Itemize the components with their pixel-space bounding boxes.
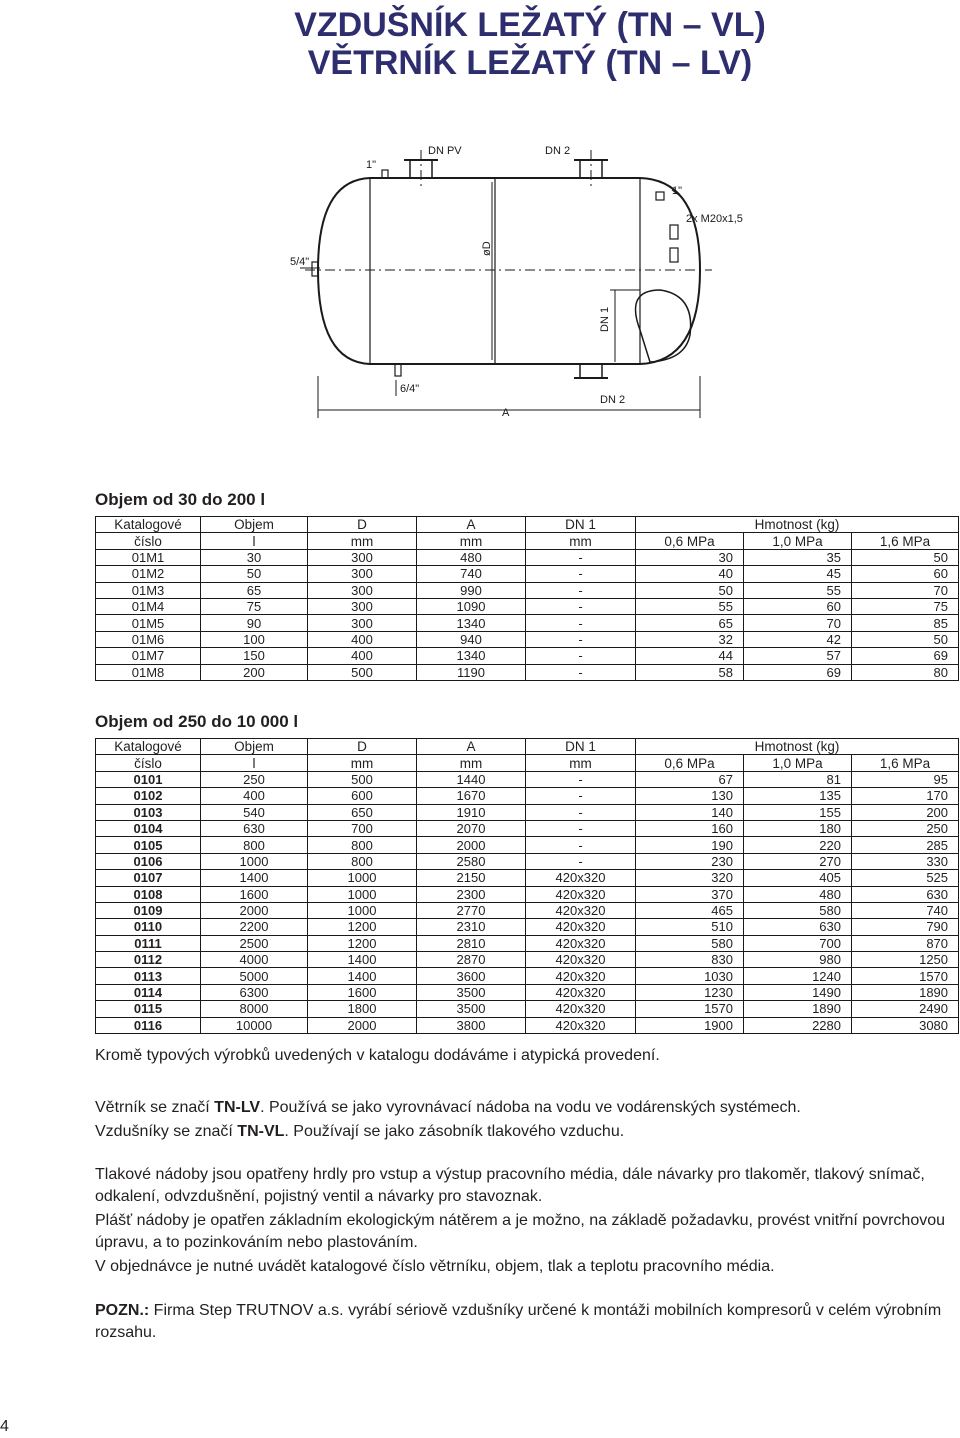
table-cell: 0112 xyxy=(96,952,201,968)
paragraph-order: V objednávce je nutné uvádět katalogové číslo větrníku, objem, tlak a teplotu pracovního média. xyxy=(95,1258,775,1275)
table-cell: 500 xyxy=(308,664,417,680)
table-row xyxy=(96,919,959,935)
table-row xyxy=(96,549,959,565)
table-cell: 3080 xyxy=(852,1017,959,1033)
vetrnik-pre: Větrník se značí xyxy=(95,1099,215,1116)
table-cell: 1490 xyxy=(744,984,852,1000)
table-cell: 2770 xyxy=(417,902,526,918)
table-row xyxy=(96,615,959,631)
column-header: DN 1 xyxy=(526,517,636,533)
column-subheader: 0,6 MPa xyxy=(636,533,744,549)
table-cell: 65 xyxy=(636,615,744,631)
table-cell: 2070 xyxy=(417,820,526,836)
table-cell: 200 xyxy=(201,664,308,680)
table-cell: 4000 xyxy=(201,952,308,968)
table-cell: 220 xyxy=(744,837,852,853)
table-cell: 8000 xyxy=(201,1001,308,1017)
table-cell: 330 xyxy=(852,853,959,869)
column-subheader: 1,0 MPa xyxy=(744,755,852,771)
table-cell: 600 xyxy=(308,788,417,804)
table-cell: 0111 xyxy=(96,935,201,951)
table-cell: 50 xyxy=(636,582,744,598)
table-cell: 170 xyxy=(852,788,959,804)
label-five-quarter: 5/4" xyxy=(290,256,310,268)
table-row xyxy=(96,837,959,853)
table-row xyxy=(96,870,959,886)
table2-heading: Objem od 250 do 10 000 l xyxy=(95,712,299,731)
table-cell: 800 xyxy=(308,853,417,869)
table-cell: 300 xyxy=(308,549,417,565)
table-cell: 2490 xyxy=(852,1001,959,1017)
table-cell: 1240 xyxy=(744,968,852,984)
table-cell: 300 xyxy=(308,582,417,598)
table-cell: 400 xyxy=(201,788,308,804)
table-cell: 1400 xyxy=(201,870,308,886)
table-cell: 2000 xyxy=(308,1017,417,1033)
table-cell: 1890 xyxy=(852,984,959,1000)
table-cell: 55 xyxy=(636,598,744,614)
table-row xyxy=(96,984,959,1000)
table-cell: - xyxy=(526,788,636,804)
table-cell: 1910 xyxy=(417,804,526,820)
table-cell: 1250 xyxy=(852,952,959,968)
table-cell: - xyxy=(526,631,636,647)
table-cell: 2150 xyxy=(417,870,526,886)
table-cell: 540 xyxy=(201,804,308,820)
table-cell: 1340 xyxy=(417,615,526,631)
table-cell: 95 xyxy=(852,771,959,787)
table-cell: 155 xyxy=(744,804,852,820)
table-cell: 400 xyxy=(308,631,417,647)
table-cell: 400 xyxy=(308,648,417,664)
table-cell: 1600 xyxy=(201,886,308,902)
table-cell: 01M4 xyxy=(96,598,201,614)
table-cell: 60 xyxy=(744,598,852,614)
table-cell: 1800 xyxy=(308,1001,417,1017)
table-cell: 150 xyxy=(201,648,308,664)
table-cell: - xyxy=(526,615,636,631)
table-cell: - xyxy=(526,598,636,614)
table-row xyxy=(96,804,959,820)
table-cell: 3500 xyxy=(417,984,526,1000)
table-cell: 1890 xyxy=(744,1001,852,1017)
column-subheader: 1,6 MPa xyxy=(852,755,959,771)
table-cell: 10000 xyxy=(201,1017,308,1033)
table-cell: 250 xyxy=(852,820,959,836)
table-cell: 135 xyxy=(744,788,852,804)
table-cell: - xyxy=(526,853,636,869)
column-subheader: l xyxy=(201,755,308,771)
table-cell: 0109 xyxy=(96,902,201,918)
table-cell: 45 xyxy=(744,566,852,582)
table-cell: 01M8 xyxy=(96,664,201,680)
table-cell: 300 xyxy=(308,615,417,631)
table-cell: 480 xyxy=(744,886,852,902)
table-cell: 465 xyxy=(636,902,744,918)
table-cell: 870 xyxy=(852,935,959,951)
table-cell: 3800 xyxy=(417,1017,526,1033)
table-subheader-row xyxy=(96,755,959,771)
table-row xyxy=(96,886,959,902)
pozn-label: POZN.: xyxy=(95,1302,150,1319)
table-cell: 2310 xyxy=(417,919,526,935)
table-cell: 285 xyxy=(852,837,959,853)
table-row xyxy=(96,820,959,836)
table-cell: 830 xyxy=(636,952,744,968)
note-atypical: Kromě typových výrobků uvedených v katalogu dodáváme i atypická provedení. xyxy=(95,1047,660,1064)
table-cell: 1000 xyxy=(308,902,417,918)
page-number: 4 xyxy=(0,1418,9,1435)
table-cell: 580 xyxy=(744,902,852,918)
table-cell: 5000 xyxy=(201,968,308,984)
table-cell: 0104 xyxy=(96,820,201,836)
table-subheader-row xyxy=(96,533,959,549)
column-subheader: mm xyxy=(526,533,636,549)
table-cell: 190 xyxy=(636,837,744,853)
table-cell: 0108 xyxy=(96,886,201,902)
table-cell: 300 xyxy=(308,566,417,582)
table-cell: 580 xyxy=(636,935,744,951)
table-cell: 420x320 xyxy=(526,886,636,902)
table-cell: 2200 xyxy=(201,919,308,935)
table-cell: 58 xyxy=(636,664,744,680)
table-cell: 75 xyxy=(852,598,959,614)
table-cell: 0116 xyxy=(96,1017,201,1033)
table-row xyxy=(96,664,959,680)
table-cell: - xyxy=(526,837,636,853)
table-cell: 90 xyxy=(201,615,308,631)
vzdusnik-line xyxy=(95,1121,960,1143)
column-subheader: l xyxy=(201,533,308,549)
column-subheader: 1,0 MPa xyxy=(744,533,852,549)
table-cell: 32 xyxy=(636,631,744,647)
vzdusnik-code: TN-VL xyxy=(237,1123,285,1140)
title-line-2: VĚTRNÍK LEŽATÝ (TN – LV) xyxy=(307,44,753,82)
column-subheader: 0,6 MPa xyxy=(636,755,744,771)
column-header: A xyxy=(417,739,526,755)
table-cell: 630 xyxy=(744,919,852,935)
table-cell: 1030 xyxy=(636,968,744,984)
table-cell: 1570 xyxy=(636,1001,744,1017)
column-subheader: mm xyxy=(417,755,526,771)
table-cell: 2300 xyxy=(417,886,526,902)
table-cell: 420x320 xyxy=(526,968,636,984)
column-subheader: mm xyxy=(308,755,417,771)
vzdusnik-post: . Používají se jako zásobník tlakového vzduchu. xyxy=(284,1123,625,1140)
table-cell: - xyxy=(526,804,636,820)
vetrnik-line xyxy=(95,1097,960,1119)
column-subheader: mm xyxy=(526,755,636,771)
vetrnik-code: TN-LV xyxy=(214,1099,261,1116)
table-cell: - xyxy=(526,820,636,836)
table-cell: 01M2 xyxy=(96,566,201,582)
table-header-row xyxy=(96,517,959,533)
table-cell: 420x320 xyxy=(526,984,636,1000)
table-cell: 1230 xyxy=(636,984,744,1000)
table-cell: 30 xyxy=(636,549,744,565)
column-subheader: číslo xyxy=(96,533,201,549)
column-header: Objem xyxy=(201,739,308,755)
label-dn1: DN 1 xyxy=(599,306,611,332)
table-cell: 2000 xyxy=(201,902,308,918)
paragraph-coating: Plášť nádoby je opatřen základním ekologickým nátěrem a je možno, na základě požadavku, provést vnitřní povrchovou úpravu, a to pozinkováním nebo plastováním. xyxy=(95,1212,946,1251)
table-header-row xyxy=(96,739,959,755)
table-cell: 370 xyxy=(636,886,744,902)
table-cell: 300 xyxy=(308,598,417,614)
table-cell: 0106 xyxy=(96,853,201,869)
table-cell: 1340 xyxy=(417,648,526,664)
table-cell: 130 xyxy=(636,788,744,804)
table-cell: 0105 xyxy=(96,837,201,853)
table-cell: 30 xyxy=(201,549,308,565)
table-cell: 2810 xyxy=(417,935,526,951)
label-dn2-bottom: DN 2 xyxy=(600,394,626,406)
table-cell: 140 xyxy=(636,804,744,820)
table-cell: 230 xyxy=(636,853,744,869)
table-cell: 420x320 xyxy=(526,1017,636,1033)
table-cell: 2280 xyxy=(744,1017,852,1033)
table-cell: 270 xyxy=(744,853,852,869)
column-subheader: mm xyxy=(417,533,526,549)
table-cell: 740 xyxy=(417,566,526,582)
note-pozn xyxy=(95,1300,960,1344)
column-subheader: mm xyxy=(308,533,417,549)
table-cell: 1570 xyxy=(852,968,959,984)
label-dn-pv: DN PV xyxy=(428,145,462,157)
table-cell: 980 xyxy=(744,952,852,968)
table-cell: 630 xyxy=(201,820,308,836)
table-row xyxy=(96,566,959,582)
table-cell: 01M7 xyxy=(96,648,201,664)
table-cell: - xyxy=(526,771,636,787)
table-cell: 3500 xyxy=(417,1001,526,1017)
table-row xyxy=(96,648,959,664)
table-cell: 2000 xyxy=(417,837,526,853)
vzdusnik-pre: Vzdušníky se značí xyxy=(95,1123,238,1140)
table-cell: 0115 xyxy=(96,1001,201,1017)
table-cell: 2500 xyxy=(201,935,308,951)
table-cell: 0101 xyxy=(96,771,201,787)
table-cell: 40 xyxy=(636,566,744,582)
label-diameter: øD xyxy=(481,241,493,256)
table-cell: 1600 xyxy=(308,984,417,1000)
table-cell: 420x320 xyxy=(526,1001,636,1017)
table-cell: 0107 xyxy=(96,870,201,886)
table-cell: 630 xyxy=(852,886,959,902)
table-cell: 1090 xyxy=(417,598,526,614)
table-cell: 81 xyxy=(744,771,852,787)
table-cell: 60 xyxy=(852,566,959,582)
table-cell: 1000 xyxy=(308,870,417,886)
table-cell: 525 xyxy=(852,870,959,886)
table-cell: 50 xyxy=(201,566,308,582)
label-a: A xyxy=(502,407,510,419)
table-cell: 200 xyxy=(852,804,959,820)
table-cell: 0113 xyxy=(96,968,201,984)
table-cell: 800 xyxy=(308,837,417,853)
table-cell: 01M5 xyxy=(96,615,201,631)
table-cell: 70 xyxy=(852,582,959,598)
table-row xyxy=(96,1001,959,1017)
table-cell: 85 xyxy=(852,615,959,631)
table-cell: 69 xyxy=(852,648,959,664)
paragraph-nozzles: Tlakové nádoby jsou opatřeny hrdly pro vstup a výstup pracovního média, dále návarky pro tlakoměr, tlakový snímač, odkalení, odvzdušnění, pojistný ventil a návarky pro stavoznak. xyxy=(95,1166,925,1205)
table-cell: 510 xyxy=(636,919,744,935)
table-cell: 1000 xyxy=(308,886,417,902)
table-cell: 480 xyxy=(417,549,526,565)
table-cell: 500 xyxy=(308,771,417,787)
table-cell: 180 xyxy=(744,820,852,836)
table-cell: - xyxy=(526,664,636,680)
table-cell: 2580 xyxy=(417,853,526,869)
table-cell: 1400 xyxy=(308,952,417,968)
table-cell: 1900 xyxy=(636,1017,744,1033)
table-cell: 320 xyxy=(636,870,744,886)
table-cell: 940 xyxy=(417,631,526,647)
table-row xyxy=(96,631,959,647)
table-cell: 80 xyxy=(852,664,959,680)
column-header: Hmotnost (kg) xyxy=(636,517,959,533)
table-cell: 790 xyxy=(852,919,959,935)
table-cell: 65 xyxy=(201,582,308,598)
table-row xyxy=(96,968,959,984)
label-one-inch-right: 1" xyxy=(672,185,683,197)
table-row xyxy=(96,598,959,614)
table-cell: 0103 xyxy=(96,804,201,820)
table-cell: 01M1 xyxy=(96,549,201,565)
table-cell: 35 xyxy=(744,549,852,565)
table-cell: 160 xyxy=(636,820,744,836)
column-header: Katalogové xyxy=(96,739,201,755)
column-header: D xyxy=(308,517,417,533)
table-cell: 42 xyxy=(744,631,852,647)
table-cell: 800 xyxy=(201,837,308,853)
table-cell: 50 xyxy=(852,631,959,647)
table-cell: 1440 xyxy=(417,771,526,787)
table-cell: - xyxy=(526,582,636,598)
column-header: Katalogové xyxy=(96,517,201,533)
table-row xyxy=(96,935,959,951)
column-subheader: číslo xyxy=(96,755,201,771)
table-cell: 01M3 xyxy=(96,582,201,598)
column-header: A xyxy=(417,517,526,533)
table-cell: 420x320 xyxy=(526,902,636,918)
table-cell: 1200 xyxy=(308,935,417,951)
table-cell: 250 xyxy=(201,771,308,787)
table-cell: 420x320 xyxy=(526,919,636,935)
table-cell: 0110 xyxy=(96,919,201,935)
label-m20: 2x M20x1,5 xyxy=(686,213,743,225)
pozn-text: Firma Step TRUTNOV a.s. vyrábí sériově vzdušníky určené k montáži mobilních kompresorů v celém výrobním rozsahu. xyxy=(95,1302,942,1341)
table-cell: 70 xyxy=(744,615,852,631)
column-header: Hmotnost (kg) xyxy=(636,739,959,755)
table-cell: 700 xyxy=(744,935,852,951)
table-cell: 700 xyxy=(308,820,417,836)
table-cell: 2870 xyxy=(417,952,526,968)
label-one-inch-left: 1" xyxy=(366,159,377,171)
vetrnik-post: . Používá se jako vyrovnávací nádoba na vodu ve vodárenských systémech. xyxy=(260,1099,801,1116)
table-cell: 1400 xyxy=(308,968,417,984)
table-cell: 55 xyxy=(744,582,852,598)
table1-heading: Objem od 30 do 200 l xyxy=(95,490,266,509)
table-cell: 405 xyxy=(744,870,852,886)
table-cell: 44 xyxy=(636,648,744,664)
label-dn2-top: DN 2 xyxy=(545,145,571,157)
table-cell: 740 xyxy=(852,902,959,918)
table-cell: 0114 xyxy=(96,984,201,1000)
table-cell: 67 xyxy=(636,771,744,787)
label-six-quarter: 6/4" xyxy=(400,383,420,395)
column-header: Objem xyxy=(201,517,308,533)
table1 xyxy=(95,516,959,681)
table-cell: 6300 xyxy=(201,984,308,1000)
table-row xyxy=(96,771,959,787)
table-cell: 650 xyxy=(308,804,417,820)
table-cell: 1200 xyxy=(308,919,417,935)
table-cell: 990 xyxy=(417,582,526,598)
table2 xyxy=(95,738,959,1034)
table-cell: 100 xyxy=(201,631,308,647)
table-cell: 75 xyxy=(201,598,308,614)
table-row xyxy=(96,902,959,918)
tank-technical-drawing xyxy=(270,140,810,430)
table-cell: 420x320 xyxy=(526,952,636,968)
table-cell: - xyxy=(526,566,636,582)
table-row xyxy=(96,788,959,804)
table-row xyxy=(96,582,959,598)
title-line-1: VZDUŠNÍK LEŽATÝ (TN – VL) xyxy=(294,6,766,44)
table-cell: - xyxy=(526,549,636,565)
table-cell: 420x320 xyxy=(526,935,636,951)
table-row xyxy=(96,1017,959,1033)
column-subheader: 1,6 MPa xyxy=(852,533,959,549)
table-cell: 420x320 xyxy=(526,870,636,886)
table-cell: 3600 xyxy=(417,968,526,984)
table-cell: 1670 xyxy=(417,788,526,804)
table-cell: - xyxy=(526,648,636,664)
table-cell: 57 xyxy=(744,648,852,664)
table-cell: 01M6 xyxy=(96,631,201,647)
table-cell: 1000 xyxy=(201,853,308,869)
table-cell: 50 xyxy=(852,549,959,565)
column-header: DN 1 xyxy=(526,739,636,755)
table-cell: 1190 xyxy=(417,664,526,680)
column-header: D xyxy=(308,739,417,755)
table-row xyxy=(96,853,959,869)
table-cell: 69 xyxy=(744,664,852,680)
table-cell: 0102 xyxy=(96,788,201,804)
table-row xyxy=(96,952,959,968)
